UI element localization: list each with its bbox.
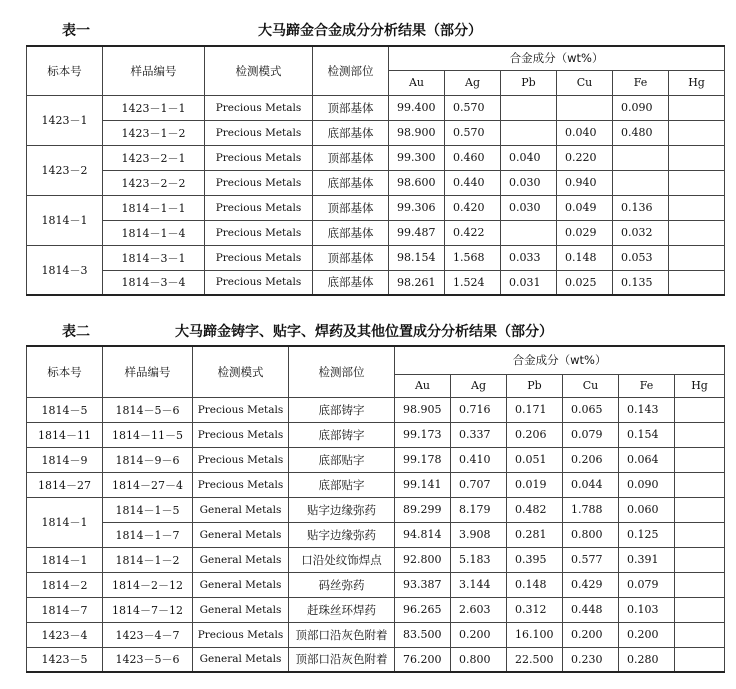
specimen-cell: 1814－2: [27, 572, 103, 597]
mode-cell: Precious Metals: [205, 170, 313, 195]
value-cell-hg: [669, 95, 725, 120]
value-cell-ag: 0.460: [445, 145, 501, 170]
mode-cell: Precious Metals: [205, 195, 313, 220]
table2: [26, 345, 725, 673]
value-cell-au: 93.387: [395, 572, 451, 597]
value-cell-pb: 0.030: [501, 170, 557, 195]
location-cell: 顶部基体: [313, 245, 389, 270]
table-row: [27, 472, 725, 497]
value-cell-au: 99.141: [395, 472, 451, 497]
sample-id-header: 样品编号: [103, 46, 205, 95]
value-cell-hg: [675, 472, 725, 497]
element-header-au: Au: [389, 70, 445, 95]
location-cell: 底部基体: [313, 220, 389, 245]
value-cell-hg: [675, 522, 725, 547]
specimen-cell: 1814－1: [27, 195, 103, 245]
sample-id-cell: 1814－1－4: [103, 220, 205, 245]
mode-header: 检测模式: [193, 346, 289, 397]
mode-cell: General Metals: [193, 522, 289, 547]
value-cell-fe: 0.280: [619, 647, 675, 672]
table-row: [27, 195, 725, 220]
table1-title: 大马蹄金合金成分分析结果（部分）: [258, 23, 482, 39]
sample-id-cell: 1814－1－5: [103, 497, 193, 522]
location-cell: 底部铸字: [289, 422, 395, 447]
value-cell-au: 98.154: [389, 245, 445, 270]
element-header-ag: Ag: [445, 70, 501, 95]
specimen-cell: 1423－4: [27, 622, 103, 647]
location-cell: 底部贴字: [289, 447, 395, 472]
mode-cell: Precious Metals: [193, 447, 289, 472]
value-cell-hg: [675, 497, 725, 522]
specimen-header: 标本号: [27, 46, 103, 95]
value-cell-fe: 0.060: [619, 497, 675, 522]
location-cell: 底部基体: [313, 170, 389, 195]
mode-cell: Precious Metals: [193, 472, 289, 497]
location-cell: 顶部基体: [313, 95, 389, 120]
value-cell-pb: 0.031: [501, 270, 557, 295]
value-cell-ag: 0.440: [445, 170, 501, 195]
value-cell-fe: 0.125: [619, 522, 675, 547]
sample-id-cell: 1814－1－2: [103, 547, 193, 572]
location-header: 检测部位: [289, 346, 395, 397]
value-cell-pb: 0.030: [501, 195, 557, 220]
value-cell-fe: 0.090: [619, 472, 675, 497]
alloy-composition-header: 合金成分（wt%）: [389, 46, 725, 70]
value-cell-pb: 0.040: [501, 145, 557, 170]
value-cell-ag: 1.568: [445, 245, 501, 270]
mode-cell: Precious Metals: [205, 245, 313, 270]
table-row: [27, 497, 725, 522]
table-row: [27, 547, 725, 572]
location-cell: 贴字边缘弥药: [289, 522, 395, 547]
specimen-cell: 1814－27: [27, 472, 103, 497]
value-cell-cu: 0.049: [557, 195, 613, 220]
value-cell-hg: [675, 597, 725, 622]
value-cell-ag: 0.716: [451, 397, 507, 422]
value-cell-au: 76.200: [395, 647, 451, 672]
value-cell-fe: 0.200: [619, 622, 675, 647]
sample-id-cell: 1814－1－7: [103, 522, 193, 547]
sample-id-cell: 1814－27－4: [103, 472, 193, 497]
value-cell-cu: 0.429: [563, 572, 619, 597]
table1-label: 表一: [62, 23, 90, 39]
value-cell-cu: [557, 95, 613, 120]
value-cell-pb: 0.033: [501, 245, 557, 270]
value-cell-cu: 0.940: [557, 170, 613, 195]
location-cell: 底部铸字: [289, 397, 395, 422]
value-cell-fe: 0.064: [619, 447, 675, 472]
value-cell-pb: 0.281: [507, 522, 563, 547]
specimen-cell: 1814－1: [27, 547, 103, 572]
value-cell-hg: [675, 622, 725, 647]
element-header-fe: Fe: [613, 70, 669, 95]
value-cell-fe: 0.079: [619, 572, 675, 597]
value-cell-pb: [501, 220, 557, 245]
value-cell-cu: 0.200: [563, 622, 619, 647]
element-header-pb: Pb: [507, 374, 563, 397]
location-header: 检测部位: [313, 46, 389, 95]
value-cell-fe: 0.090: [613, 95, 669, 120]
value-cell-fe: 0.391: [619, 547, 675, 572]
element-header-au: Au: [395, 374, 451, 397]
sample-id-cell: 1423－2－2: [103, 170, 205, 195]
specimen-cell: 1423－2: [27, 145, 103, 195]
value-cell-pb: 0.482: [507, 497, 563, 522]
location-cell: 底部贴字: [289, 472, 395, 497]
value-cell-pb: 22.500: [507, 647, 563, 672]
value-cell-pb: 0.312: [507, 597, 563, 622]
table-row: [27, 245, 725, 270]
specimen-cell: 1814－3: [27, 245, 103, 295]
mode-cell: General Metals: [193, 547, 289, 572]
location-cell: 口沿处纹饰焊点: [289, 547, 395, 572]
value-cell-hg: [669, 245, 725, 270]
table2-label: 表二: [62, 324, 90, 340]
location-cell: 顶部口沿灰色附着: [289, 647, 395, 672]
sample-id-header: 样品编号: [103, 346, 193, 397]
location-cell: 赶珠丝环焊药: [289, 597, 395, 622]
value-cell-hg: [675, 647, 725, 672]
value-cell-cu: 0.044: [563, 472, 619, 497]
value-cell-pb: [501, 95, 557, 120]
specimen-cell: 1814－7: [27, 597, 103, 622]
value-cell-au: 98.905: [395, 397, 451, 422]
sample-id-cell: 1814－3－1: [103, 245, 205, 270]
sample-id-cell: 1423－2－1: [103, 145, 205, 170]
value-cell-au: 89.299: [395, 497, 451, 522]
value-cell-cu: 0.206: [563, 447, 619, 472]
mode-cell: General Metals: [193, 647, 289, 672]
header-row: [27, 346, 725, 374]
element-header-cu: Cu: [563, 374, 619, 397]
value-cell-au: 96.265: [395, 597, 451, 622]
value-cell-pb: 16.100: [507, 622, 563, 647]
value-cell-ag: 0.570: [445, 95, 501, 120]
mode-cell: Precious Metals: [193, 622, 289, 647]
mode-cell: General Metals: [193, 572, 289, 597]
value-cell-hg: [675, 422, 725, 447]
value-cell-au: 98.900: [389, 120, 445, 145]
element-header-hg: Hg: [675, 374, 725, 397]
mode-cell: Precious Metals: [205, 145, 313, 170]
value-cell-fe: 0.136: [613, 195, 669, 220]
value-cell-cu: 0.230: [563, 647, 619, 672]
value-cell-au: 99.300: [389, 145, 445, 170]
sample-id-cell: 1814－3－4: [103, 270, 205, 295]
table-row: [27, 95, 725, 120]
sample-id-cell: 1814－2－12: [103, 572, 193, 597]
value-cell-hg: [675, 547, 725, 572]
table-row: [27, 397, 725, 422]
value-cell-fe: 0.103: [619, 597, 675, 622]
table-row: [27, 145, 725, 170]
specimen-header: 标本号: [27, 346, 103, 397]
table-row: [27, 572, 725, 597]
table-row: [27, 270, 725, 295]
location-cell: 码丝弥药: [289, 572, 395, 597]
mode-cell: Precious Metals: [193, 422, 289, 447]
sample-id-cell: 1423－5－6: [103, 647, 193, 672]
value-cell-ag: 0.337: [451, 422, 507, 447]
value-cell-pb: 0.206: [507, 422, 563, 447]
value-cell-cu: 0.577: [563, 547, 619, 572]
value-cell-ag: 3.908: [451, 522, 507, 547]
value-cell-fe: [613, 170, 669, 195]
value-cell-hg: [675, 397, 725, 422]
table1: [26, 45, 725, 296]
table-row: [27, 220, 725, 245]
table2-title: 大马蹄金铸字、贴字、焊药及其他位置成分分析结果（部分）: [175, 324, 553, 340]
value-cell-fe: 0.135: [613, 270, 669, 295]
mode-cell: Precious Metals: [205, 120, 313, 145]
element-header-ag: Ag: [451, 374, 507, 397]
header-row: [27, 46, 725, 70]
table-row: [27, 170, 725, 195]
value-cell-cu: 0.800: [563, 522, 619, 547]
sample-id-cell: 1814－1－1: [103, 195, 205, 220]
value-cell-ag: 0.410: [451, 447, 507, 472]
mode-cell: Precious Metals: [205, 95, 313, 120]
value-cell-au: 94.814: [395, 522, 451, 547]
value-cell-cu: 0.065: [563, 397, 619, 422]
location-cell: 顶部基体: [313, 195, 389, 220]
specimen-cell: 1423－1: [27, 95, 103, 145]
specimen-cell: 1423－5: [27, 647, 103, 672]
value-cell-ag: 1.524: [445, 270, 501, 295]
alloy-composition-header: 合金成分（wt%）: [395, 346, 725, 374]
value-cell-ag: 0.420: [445, 195, 501, 220]
value-cell-cu: 0.148: [557, 245, 613, 270]
table-row: [27, 120, 725, 145]
value-cell-pb: [501, 120, 557, 145]
element-header-fe: Fe: [619, 374, 675, 397]
value-cell-hg: [669, 170, 725, 195]
location-cell: 顶部基体: [313, 145, 389, 170]
element-header-pb: Pb: [501, 70, 557, 95]
value-cell-hg: [669, 220, 725, 245]
location-cell: 贴字边缘弥药: [289, 497, 395, 522]
value-cell-au: 99.306: [389, 195, 445, 220]
value-cell-hg: [669, 120, 725, 145]
value-cell-cu: 1.788: [563, 497, 619, 522]
value-cell-hg: [669, 270, 725, 295]
element-header-cu: Cu: [557, 70, 613, 95]
value-cell-ag: 0.707: [451, 472, 507, 497]
location-cell: 底部基体: [313, 270, 389, 295]
element-header-hg: Hg: [669, 70, 725, 95]
table-row: [27, 597, 725, 622]
sample-id-cell: 1814－5－6: [103, 397, 193, 422]
value-cell-cu: 0.040: [557, 120, 613, 145]
value-cell-au: 99.178: [395, 447, 451, 472]
mode-cell: Precious Metals: [205, 220, 313, 245]
value-cell-ag: 0.800: [451, 647, 507, 672]
sample-id-cell: 1423－1－1: [103, 95, 205, 120]
value-cell-ag: 2.603: [451, 597, 507, 622]
value-cell-hg: [675, 447, 725, 472]
value-cell-cu: 0.029: [557, 220, 613, 245]
value-cell-cu: 0.220: [557, 145, 613, 170]
table-row: [27, 647, 725, 672]
value-cell-hg: [675, 572, 725, 597]
sample-id-cell: 1423－1－2: [103, 120, 205, 145]
specimen-cell: 1814－1: [27, 497, 103, 547]
value-cell-hg: [669, 145, 725, 170]
value-cell-fe: 0.053: [613, 245, 669, 270]
value-cell-au: 98.261: [389, 270, 445, 295]
value-cell-fe: 0.480: [613, 120, 669, 145]
value-cell-fe: [613, 145, 669, 170]
value-cell-cu: 0.025: [557, 270, 613, 295]
value-cell-ag: 0.570: [445, 120, 501, 145]
value-cell-ag: 0.200: [451, 622, 507, 647]
value-cell-pb: 0.171: [507, 397, 563, 422]
value-cell-ag: 8.179: [451, 497, 507, 522]
mode-cell: Precious Metals: [205, 270, 313, 295]
value-cell-au: 83.500: [395, 622, 451, 647]
value-cell-fe: 0.143: [619, 397, 675, 422]
mode-cell: General Metals: [193, 497, 289, 522]
mode-cell: Precious Metals: [193, 397, 289, 422]
value-cell-ag: 5.183: [451, 547, 507, 572]
value-cell-au: 99.173: [395, 422, 451, 447]
sample-id-cell: 1814－9－6: [103, 447, 193, 472]
value-cell-au: 98.600: [389, 170, 445, 195]
value-cell-au: 99.487: [389, 220, 445, 245]
sample-id-cell: 1814－11－5: [103, 422, 193, 447]
specimen-cell: 1814－9: [27, 447, 103, 472]
sample-id-cell: 1423－4－7: [103, 622, 193, 647]
specimen-cell: 1814－11: [27, 422, 103, 447]
table-row: [27, 447, 725, 472]
value-cell-pb: 0.019: [507, 472, 563, 497]
table-row: [27, 422, 725, 447]
mode-header: 检测模式: [205, 46, 313, 95]
specimen-cell: 1814－5: [27, 397, 103, 422]
value-cell-au: 92.800: [395, 547, 451, 572]
value-cell-pb: 0.051: [507, 447, 563, 472]
value-cell-fe: 0.032: [613, 220, 669, 245]
table-row: [27, 522, 725, 547]
value-cell-cu: 0.448: [563, 597, 619, 622]
value-cell-ag: 0.422: [445, 220, 501, 245]
table-row: [27, 622, 725, 647]
location-cell: 底部基体: [313, 120, 389, 145]
location-cell: 顶部口沿灰色附着: [289, 622, 395, 647]
value-cell-pb: 0.395: [507, 547, 563, 572]
value-cell-hg: [669, 195, 725, 220]
mode-cell: General Metals: [193, 597, 289, 622]
value-cell-ag: 3.144: [451, 572, 507, 597]
value-cell-fe: 0.154: [619, 422, 675, 447]
sample-id-cell: 1814－7－12: [103, 597, 193, 622]
value-cell-au: 99.400: [389, 95, 445, 120]
value-cell-cu: 0.079: [563, 422, 619, 447]
value-cell-pb: 0.148: [507, 572, 563, 597]
